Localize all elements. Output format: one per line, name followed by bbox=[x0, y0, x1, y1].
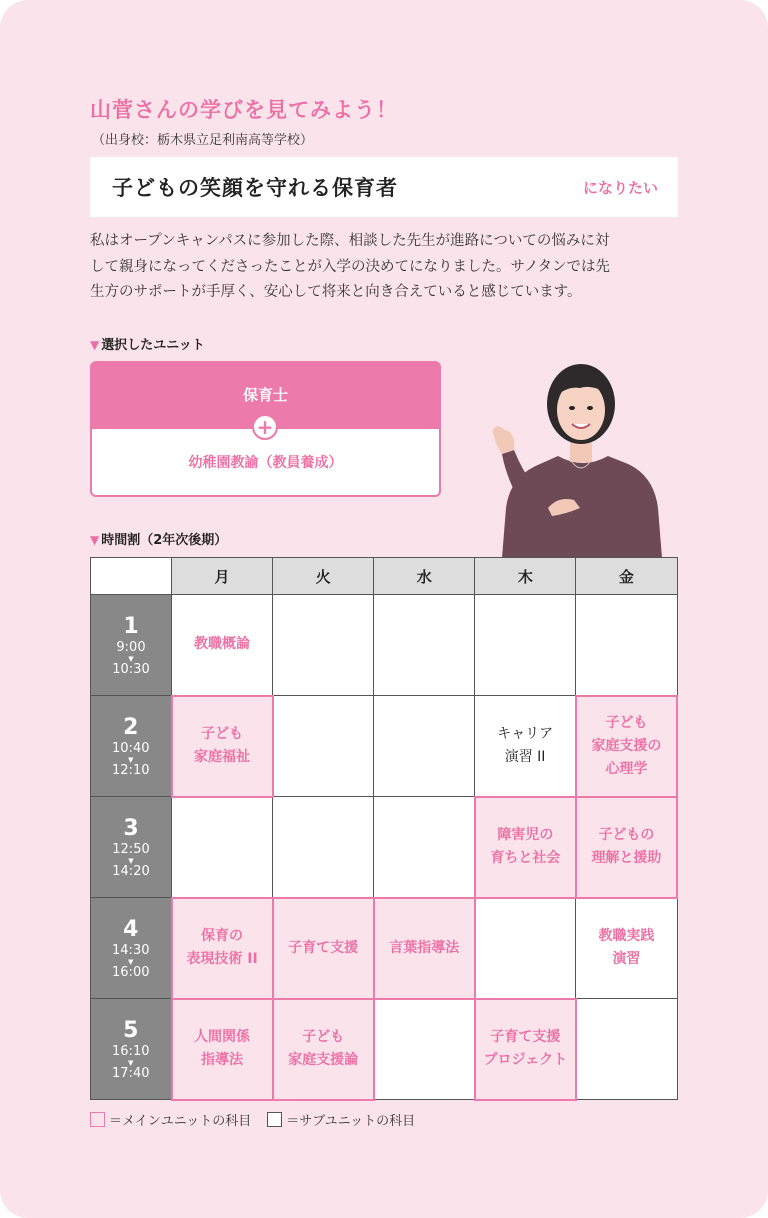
class-cell bbox=[576, 696, 677, 797]
class-name-line: 人間関係 bbox=[194, 1029, 251, 1045]
timetable-row bbox=[91, 595, 678, 696]
down-arrow-icon: ▼ bbox=[128, 756, 134, 764]
units-section-label: ▼ 選択したユニット bbox=[90, 338, 205, 353]
legend-sub-label: ＝サブユニットの科目 bbox=[286, 1114, 416, 1129]
period-number: 3 bbox=[123, 816, 139, 841]
class-cell bbox=[475, 898, 576, 999]
period-number: 2 bbox=[123, 715, 139, 740]
goal-main-text: 子どもの笑顔を守れる保育者 bbox=[112, 176, 398, 200]
class-cell bbox=[273, 999, 374, 1100]
period-number: 1 bbox=[123, 614, 139, 639]
class-cell bbox=[374, 797, 475, 898]
down-arrow-icon: ▼ bbox=[128, 655, 134, 663]
class-cell bbox=[273, 696, 374, 797]
period-end-time: 17:40 bbox=[112, 1066, 150, 1081]
day-header: 金 bbox=[576, 558, 677, 595]
class-name-line: 心理学 bbox=[605, 760, 648, 777]
class-name-line: 教職実践 bbox=[598, 928, 655, 945]
day-header: 月 bbox=[172, 558, 273, 595]
class-cell bbox=[374, 898, 475, 999]
sub-unit-box: 幼稚園教諭（教員養成） bbox=[90, 427, 441, 497]
testimonial-text bbox=[90, 229, 680, 306]
class-name-line: 演習 bbox=[612, 951, 641, 968]
period-end-time: 16:00 bbox=[112, 965, 150, 980]
period-number: 5 bbox=[123, 1018, 139, 1043]
period-cell bbox=[91, 797, 172, 898]
sub-unit-swatch bbox=[267, 1112, 282, 1127]
page-title: 山菅さんの学びを見てみよう！ bbox=[90, 98, 398, 122]
class-name-line: 子育て支援 bbox=[288, 939, 359, 956]
day-header: 水 bbox=[374, 558, 475, 595]
class-cell bbox=[374, 595, 475, 696]
class-name-line: 家庭支援の bbox=[591, 737, 662, 754]
class-cell bbox=[172, 595, 273, 696]
class-name-line: 子ども bbox=[201, 726, 244, 742]
class-cell bbox=[576, 999, 677, 1100]
class-cell bbox=[273, 595, 374, 696]
testimonial-line: 生方のサポートが手厚く、安心して将来と向き合えていると感じています。 bbox=[90, 284, 582, 300]
timetable bbox=[90, 557, 678, 1101]
plus-icon: + bbox=[252, 414, 278, 440]
class-name-line: 家庭福祉 bbox=[194, 749, 251, 765]
class-name-line: 教職概論 bbox=[194, 636, 251, 653]
class-name-line: 言葉指導法 bbox=[389, 939, 460, 956]
legend bbox=[90, 1110, 415, 1129]
class-name-line: 保育の bbox=[201, 928, 244, 944]
class-cell bbox=[172, 898, 273, 999]
class-name-line: 指導法 bbox=[201, 1052, 244, 1068]
class-cell bbox=[475, 595, 576, 696]
class-cell bbox=[475, 696, 576, 797]
class-cell bbox=[172, 999, 273, 1100]
period-number: 4 bbox=[123, 917, 139, 942]
class-cell bbox=[475, 797, 576, 898]
class-cell bbox=[576, 898, 677, 999]
timetable-row bbox=[91, 999, 678, 1100]
main-unit-box: 保育士 bbox=[90, 361, 441, 427]
class-cell bbox=[273, 797, 374, 898]
class-cell bbox=[374, 696, 475, 797]
triangle-marker-icon: ▼ bbox=[90, 533, 100, 547]
class-cell bbox=[576, 595, 677, 696]
class-name-line: 子ども bbox=[302, 1029, 345, 1045]
timetable-corner bbox=[91, 558, 172, 595]
class-name-line: 子ども bbox=[605, 714, 648, 731]
main-unit-swatch bbox=[90, 1112, 105, 1127]
class-cell bbox=[374, 999, 475, 1100]
timetable-row bbox=[91, 696, 678, 797]
class-name-line: キャリア bbox=[497, 725, 554, 742]
timetable-header-row bbox=[91, 558, 678, 595]
class-name-line: 障害児の bbox=[497, 827, 554, 843]
period-cell bbox=[91, 595, 172, 696]
class-name-line: 理解と援助 bbox=[591, 850, 662, 866]
period-start-time: 14:30 bbox=[112, 943, 150, 958]
period-cell bbox=[91, 696, 172, 797]
legend-main-label: ＝メインユニットの科目 bbox=[109, 1114, 252, 1129]
period-end-time: 14:20 bbox=[112, 864, 150, 879]
testimonial-line: して親身になってくださったことが入学の決めてになりました。サノタンでは先 bbox=[90, 258, 610, 275]
period-cell bbox=[91, 999, 172, 1100]
class-cell bbox=[172, 797, 273, 898]
day-header: 木 bbox=[475, 558, 576, 595]
timetable-row bbox=[91, 898, 678, 999]
period-end-time: 10:30 bbox=[112, 662, 150, 677]
down-arrow-icon: ▼ bbox=[128, 857, 134, 865]
down-arrow-icon: ▼ bbox=[128, 958, 134, 966]
period-end-time: 12:10 bbox=[112, 763, 150, 778]
goal-suffix-text: になりたい bbox=[582, 178, 658, 197]
class-cell bbox=[172, 696, 273, 797]
class-name-line: 子育て支援 bbox=[490, 1029, 561, 1045]
timetable-row bbox=[91, 797, 678, 898]
class-name-line: 家庭支援論 bbox=[288, 1052, 359, 1068]
timetable-section-label: ▼ 時間割（2年次後期） bbox=[90, 533, 228, 548]
class-name-line: 表現技術 II bbox=[186, 951, 258, 967]
class-name-line: 演習 II bbox=[504, 748, 546, 765]
goal-box bbox=[90, 157, 678, 217]
period-start-time: 9:00 bbox=[116, 640, 146, 655]
class-name-line: 育ちと社会 bbox=[490, 850, 561, 866]
period-start-time: 16:10 bbox=[112, 1044, 150, 1059]
day-header: 火 bbox=[273, 558, 374, 595]
period-start-time: 10:40 bbox=[112, 741, 150, 756]
period-cell bbox=[91, 898, 172, 999]
class-cell bbox=[475, 999, 576, 1100]
triangle-marker-icon: ▼ bbox=[90, 338, 100, 352]
period-start-time: 12:50 bbox=[112, 842, 150, 857]
class-cell bbox=[576, 797, 677, 898]
class-cell bbox=[273, 898, 374, 999]
class-name-line: 子どもの bbox=[598, 827, 655, 843]
student-photo bbox=[488, 358, 678, 558]
testimonial-line: 私はオープンキャンパスに参加した際、相談した先生が進路についての悩みに対 bbox=[90, 233, 610, 249]
down-arrow-icon: ▼ bbox=[128, 1059, 134, 1067]
class-name-line: プロジェクト bbox=[483, 1052, 568, 1068]
school-note: （出身校：栃木県立足利南高等学校） bbox=[92, 133, 314, 148]
